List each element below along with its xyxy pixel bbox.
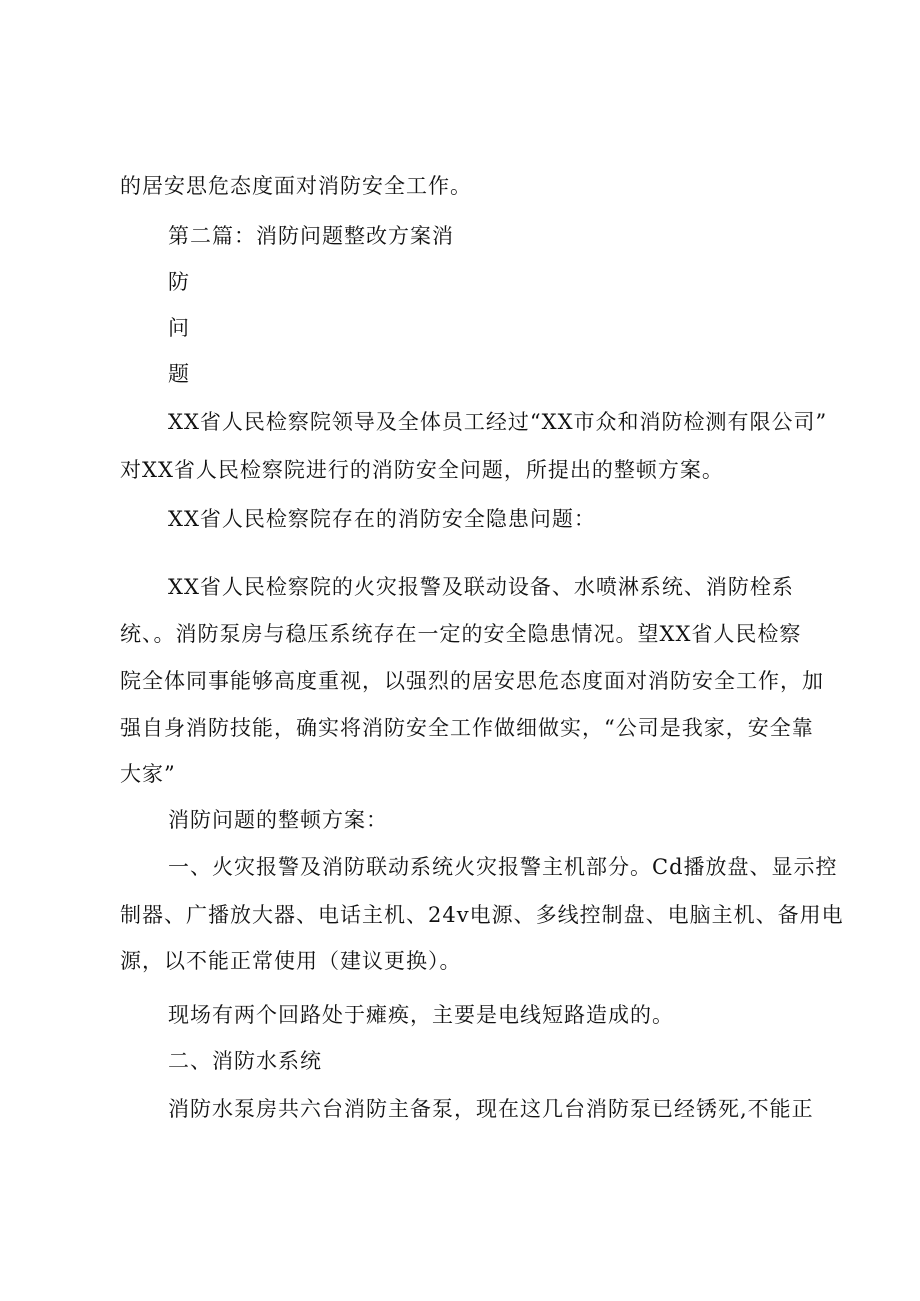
paragraph-line: 对XX省人民检察院进行的消防安全问题，所提出的整顿方案。 xyxy=(120,458,724,482)
text-line: 的居安思危态度面对消防安全工作。 xyxy=(120,174,472,198)
paragraph-line: 统、。消防泵房与稳压系统存在一定的安全隐患情况。望XX省人民检察 xyxy=(120,622,802,646)
paragraph-line: 制器、广播放大器、电话主机、24v电源、多线控制盘、电脑主机、备用电 xyxy=(120,903,844,927)
paragraph-line: 院全体同事能够高度重视，以强烈的居安思危态度面对消防安全工作，加 xyxy=(120,669,824,693)
section-heading: 第二篇：消防问题整改方案消 xyxy=(168,224,454,248)
paragraph-line: XX省人民检察院存在的消防安全隐患问题： xyxy=(168,507,596,531)
paragraph-line: 源，以不能正常使用（建议更换）。 xyxy=(120,949,462,973)
paragraph-line: XX省人民检察院领导及全体员工经过“XX市众和消防检测有限公司” xyxy=(168,410,828,434)
paragraph-line: 现场有两个回路处于瘫痪，主要是电线短路造成的。 xyxy=(168,1003,674,1027)
paragraph-line: 消防水泵房共六台消防主备泵，现在这几台消防泵已经锈死,不能正 xyxy=(168,1097,814,1121)
paragraph-line: 大家” xyxy=(120,762,176,786)
section-heading: 二、消防水系统 xyxy=(168,1049,322,1073)
paragraph-line: XX省人民检察院的火灾报警及联动设备、水喷淋系统、消防栓系 xyxy=(168,575,794,599)
text-line: 题 xyxy=(168,362,190,386)
paragraph-line: 消防问题的整顿方案： xyxy=(168,808,388,832)
paragraph-line: 一、火灾报警及消防联动系统火灾报警主机部分。Cd播放盘、显示控 xyxy=(168,855,838,879)
text-line: 问 xyxy=(168,316,190,340)
text-line: 防 xyxy=(168,270,190,294)
paragraph-line: 强自身消防技能，确实将消防安全工作做细做实，“公司是我家，安全靠 xyxy=(120,716,814,740)
